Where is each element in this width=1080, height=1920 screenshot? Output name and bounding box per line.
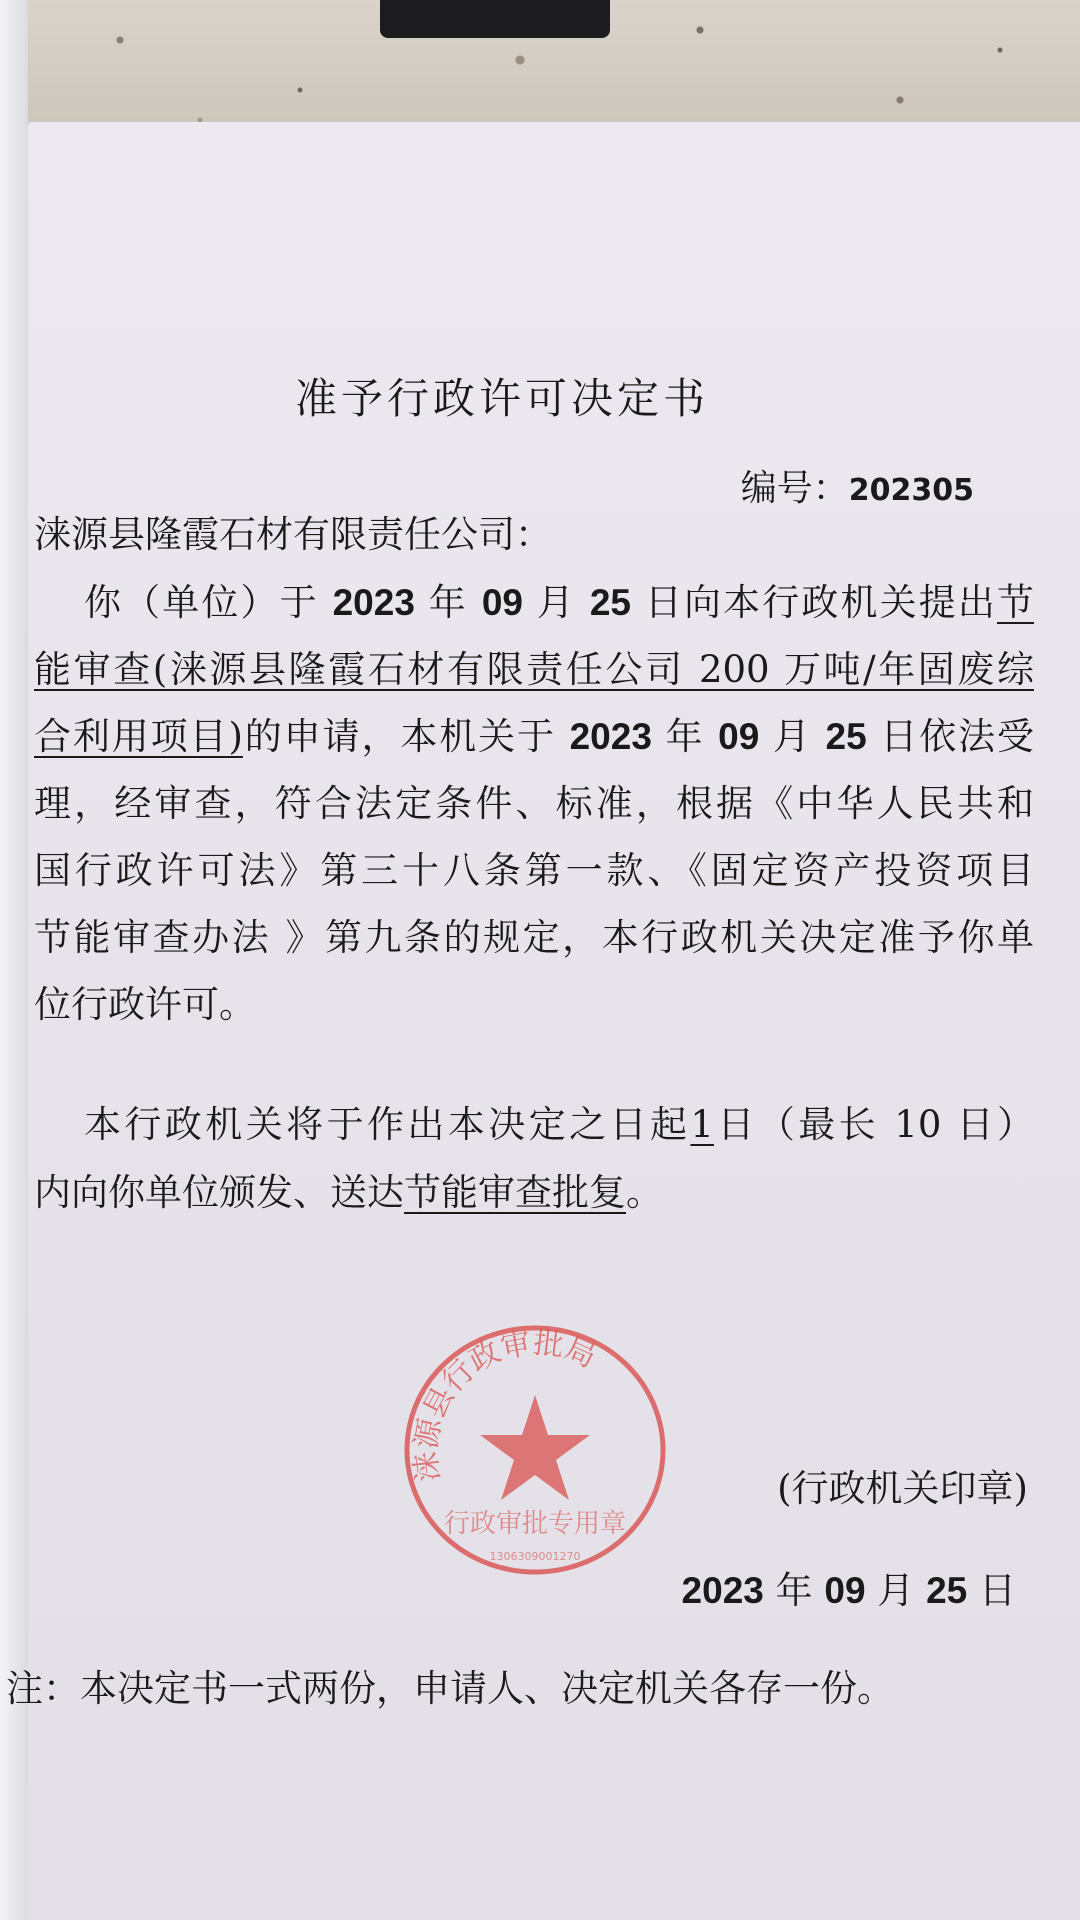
note: 注：本决定书一式两份，申请人、决定机关各存一份。 [6, 1667, 894, 1710]
day: 25 [926, 1570, 968, 1611]
text: 日（最长 10 日） [713, 1103, 1034, 1146]
para1-line2 [34, 647, 1034, 693]
month: 09 [718, 716, 760, 757]
month: 09 [481, 582, 523, 623]
para1-line7: 位行政许可。 [34, 983, 256, 1026]
text: 日依法受 [866, 715, 1035, 758]
para1-line5: 国行政许可法》第三十八条第一款、《固定资产投资项目 [34, 849, 1034, 892]
text: 日向本行政机关提出 [631, 581, 997, 624]
day: 25 [589, 582, 632, 623]
decision-date [682, 1568, 1016, 1614]
text: 。 [626, 1171, 663, 1214]
days: 1 [690, 1103, 714, 1146]
project-name: 节 [997, 581, 1034, 624]
text: 你（单位）于 [84, 581, 333, 624]
year: 2023 [569, 716, 652, 757]
month: 09 [824, 1570, 866, 1611]
text: 内向你单位颁发、送达 [34, 1171, 404, 1214]
number-value: 202305 [848, 473, 974, 508]
year: 2023 [681, 1570, 764, 1611]
text: 年 [651, 715, 719, 758]
seal-label: (行政机关印章) [777, 1467, 1028, 1510]
text: 本行政机关将于作出本决定之日起 [84, 1103, 691, 1146]
text: 年 [763, 1569, 825, 1612]
document-number [741, 466, 974, 514]
number-label: 编号： [740, 468, 849, 509]
text: 月 [759, 715, 826, 758]
project-name: 能审查(涞源县隆霞石材有限责任公司 200 万吨/年固废综 [34, 648, 1034, 691]
svg-text:1306309001270: 1306309001270 [489, 1550, 581, 1563]
document-title: 准予行政许可决定书 [294, 374, 709, 423]
para2-line1 [84, 1102, 1034, 1148]
svg-text:行政审批专用章: 行政审批专用章 [443, 1509, 627, 1539]
year: 2023 [332, 582, 415, 623]
approval-name: 节能审查批复 [404, 1171, 626, 1214]
text: 年 [414, 581, 482, 624]
para1-line6: 节能审查办法 》第九条的规定，本行政机关决定准予你单 [34, 916, 1034, 959]
binder-edge [0, 0, 28, 1920]
day: 25 [825, 716, 867, 757]
para1-line3 [34, 714, 1034, 760]
device-edge [380, 0, 610, 38]
text: 月 [865, 1569, 927, 1612]
text: 的申请，本机关于 [242, 715, 570, 758]
svg-text:涞源县行政审批局: 涞源县行政审批局 [408, 1325, 601, 1484]
official-seal [400, 1320, 670, 1580]
text: 日 [967, 1569, 1016, 1612]
para1-line4: 理，经审查，符合法定条件、标准，根据《中华人民共和 [34, 782, 1034, 825]
addressee: 涞源县隆霞石材有限责任公司： [34, 513, 552, 556]
para1-line1 [84, 580, 1034, 626]
text: 月 [522, 581, 590, 624]
para2-line2 [34, 1170, 1034, 1216]
project-name: 合利用项目) [34, 715, 243, 758]
